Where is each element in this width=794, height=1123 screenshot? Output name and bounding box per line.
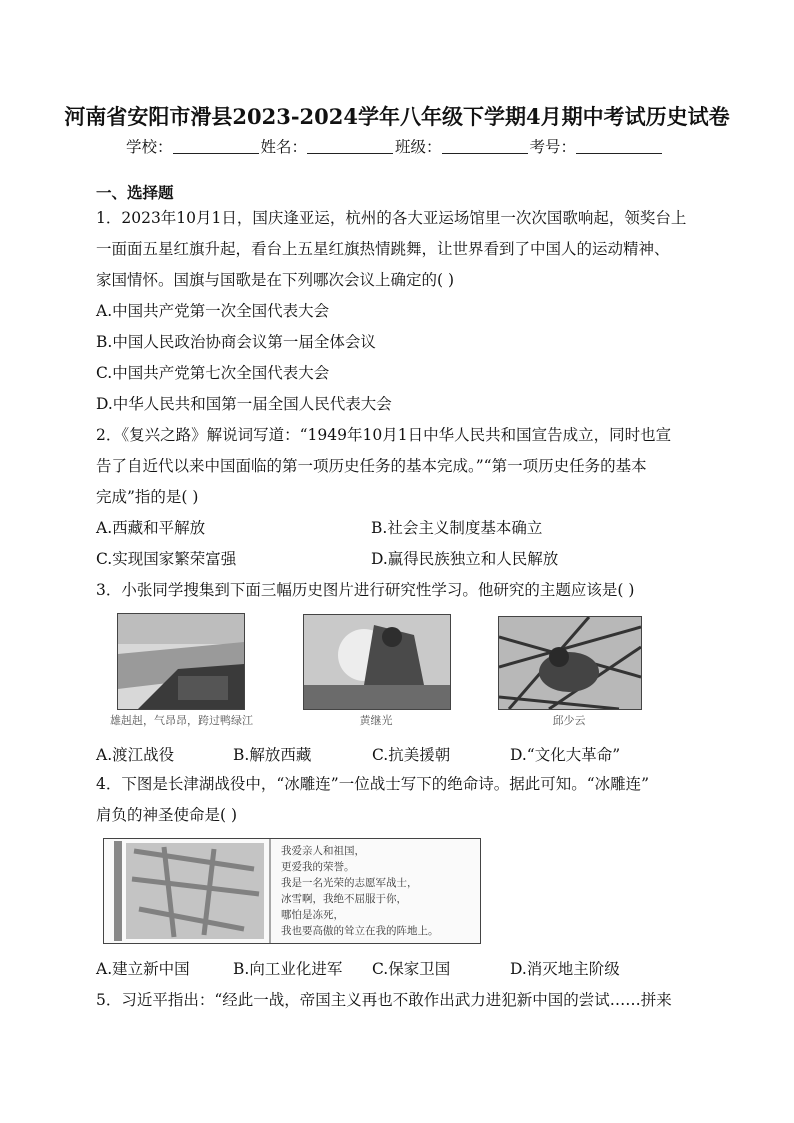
name-label: 姓名： (260, 138, 308, 156)
q4-line: 肩负的神圣使命是( ) (96, 806, 238, 824)
q3-option-c[interactable]: C.抗美援朝 (372, 746, 451, 764)
q4-option-a[interactable]: A.建立新中国 (96, 960, 190, 978)
q4-line: 4．下图是长津湖战役中，“冰雕连”一位战士写下的绝命诗。据此可知。“冰雕连” (96, 775, 650, 793)
q3-option-d[interactable]: D.“文化大革命” (510, 746, 621, 764)
poem-line: 冰雪啊，我绝不屈服于你， (281, 893, 407, 905)
poem-line: 更爱我的荣誉。 (281, 861, 355, 873)
q2-line: 完成”指的是( ) (96, 488, 199, 506)
photo-caption: 雄赳赳，气昂昂，跨过鸭绿江 (110, 714, 253, 727)
q2-option-d[interactable]: D.赢得民族独立和人民解放 (371, 550, 559, 568)
q2-line: 告了自近代以来中国面临的第一项历史任务的基本完成。”“第一项历史任务的基本 (96, 457, 647, 475)
poem-line: 我也要高傲的耸立在我的阵地上。 (281, 925, 439, 937)
q2-option-b[interactable]: B.社会主义制度基本确立 (371, 519, 543, 537)
q2-option-c[interactable]: C.实现国家繁荣富强 (96, 550, 237, 568)
q1-line: 家国情怀。国旗与国歌是在下列哪次会议上确定的( ) (96, 271, 455, 289)
q1-option-b[interactable]: B.中国人民政治协商会议第一届全体会议 (96, 333, 376, 351)
huang-jiguang-photo (303, 614, 451, 710)
q5-line: 5．习近平指出：“经此一战，帝国主义再也不敢作出武力进犯新中国的尝试……拼来 (96, 991, 672, 1009)
poem-line: 哪怕是冻死， (281, 909, 344, 921)
number-label: 考号： (529, 138, 577, 156)
q3-option-b[interactable]: B.解放西藏 (233, 746, 312, 764)
q1-line: 一面面五星红旗升起，看台上五星红旗热情跳舞，让世界看到了中国人的运动精神、 (96, 240, 670, 258)
q2-option-a[interactable]: A.西藏和平解放 (96, 519, 206, 537)
poem-line: 我爱亲人和祖国， (281, 845, 365, 857)
q4-option-b[interactable]: B.向工业化进军 (233, 960, 343, 978)
class-blank[interactable] (442, 139, 528, 154)
name-blank[interactable] (307, 139, 393, 154)
q2-line: 2．《复兴之路》解说词写道：“1949年10月1日中华人民共和国宣告成立，同时也宣 (96, 426, 672, 444)
q3-option-a[interactable]: A.渡江战役 (96, 746, 175, 764)
number-blank[interactable] (576, 139, 662, 154)
crossing-yalu-photo (117, 613, 245, 710)
class-label: 班级： (395, 138, 442, 156)
photo-caption: 黄继光 (359, 714, 393, 727)
section-heading: 一、选择题 (96, 183, 174, 202)
q1-option-d[interactable]: D.中华人民共和国第一届全国人民代表大会 (96, 395, 392, 413)
exam-title: 河南省安阳市滑县2023-2024学年八年级下学期4月期中考试历史试卷 (64, 104, 730, 129)
qiu-shaoyun-photo (498, 616, 642, 710)
poem-line: 我是一名光荣的志愿军战士， (281, 877, 418, 889)
q4-option-c[interactable]: C.保家卫国 (372, 960, 451, 978)
q1-option-a[interactable]: A.中国共产党第一次全国代表大会 (96, 302, 330, 320)
q4-option-d[interactable]: D.消灭地主阶级 (510, 960, 620, 978)
q1-line: 1．2023年10月1日，国庆逢亚运，杭州的各大亚运场馆里一次次国歌响起，领奖台上 (96, 209, 687, 227)
school-label: 学校： (126, 138, 173, 156)
student-info-row (126, 135, 664, 157)
school-blank[interactable] (173, 139, 259, 154)
q3-line: 3．小张同学搜集到下面三幅历史图片进行研究性学习。他研究的主题应该是( ) (96, 581, 635, 599)
q1-option-c[interactable]: C.中国共产党第七次全国代表大会 (96, 364, 330, 382)
photo-caption: 邱少云 (552, 714, 586, 727)
